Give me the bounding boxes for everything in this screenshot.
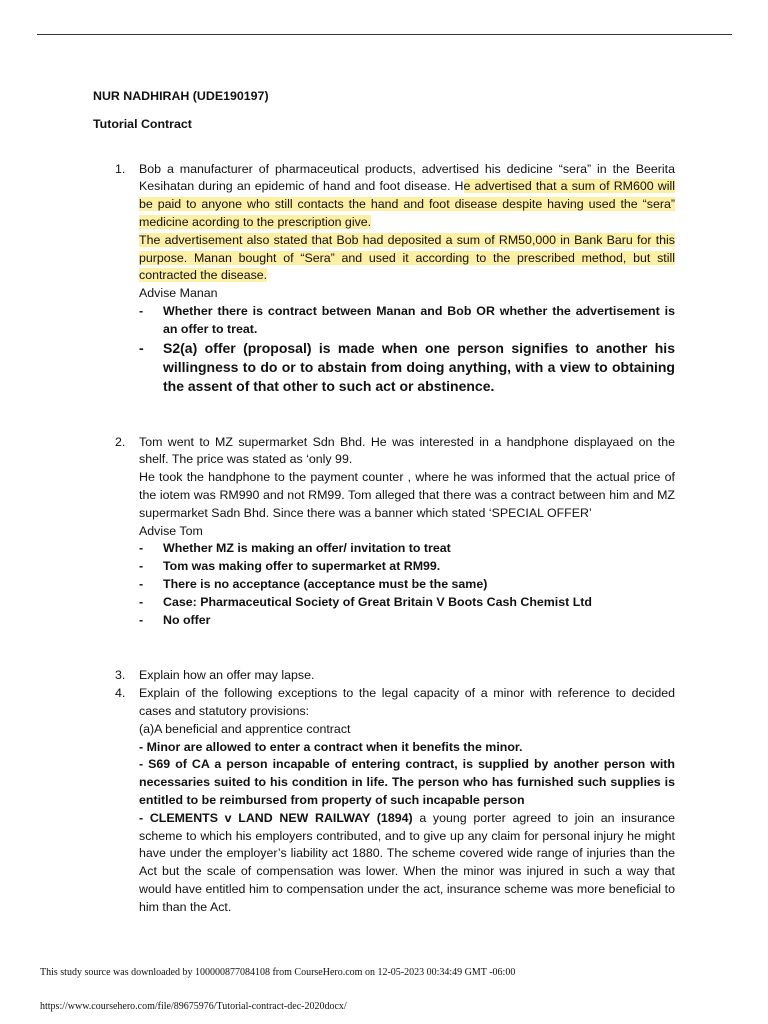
case-name: - CLEMENTS v LAND NEW RAILWAY (1894) (139, 810, 413, 825)
download-notice: This study source was downloaded by 100000877084108 from CourseHero.com on 12-05-2023 00:34:49 GMT -06:00 (40, 967, 516, 978)
question-4-text: Explain of the following exceptions to the legal capacity of a minor with reference to decided cases and statutory provisions: (139, 686, 675, 718)
highlighted-text: The advertisement also stated that Bob had deposited a sum of RM50,000 in Bank Baru for this purpose. Manan bought of “Sera” and used it according to the prescribed method, but still contracted the disease. (139, 232, 675, 283)
answer-point: - There is no acceptance (acceptance must be the same) (139, 576, 488, 591)
case-text: a young porter agreed to join an insurance scheme to which his employers contributed, and to give up any claim for personal injury he might have under the employer’s liability act 1880. The scheme covered wide range of injuries than the Act but the scale of compensation was lower. When the minor was injured in such a way that would have entitled him to compensation under the act, insurance scheme was more beneficial to him than the Act. (139, 810, 675, 914)
source-url[interactable]: https://www.coursehero.com/file/89675976/Tutorial-contract-dec-2020docx/ (40, 1001, 347, 1012)
question-3 (93, 667, 675, 685)
answer-point: - Whether MZ is making an offer/ invitation to treat (139, 541, 451, 556)
top-divider (37, 34, 732, 35)
advise-label: Advise Tom (139, 523, 203, 538)
question-1-text: Bob a manufacturer of pharmaceutical products, advertised his dedicine “sera” in the Beerita Kesihatan during an epidemic of hand and foot disease. H (139, 161, 675, 194)
answer-line: - Minor are allowed to enter a contract when it benefits the minor. (139, 739, 523, 754)
answer-point: - Whether there is contract between Manan and Bob OR whether the advertisement is an offer to treat. (139, 303, 675, 336)
highlighted-text: e advertised that a sum of RM600 will be paid to anyone who still contacts the hand and foot disease despite having used the “sera” medicine acording to the prescription give. (139, 179, 675, 229)
question-number: 1. (115, 161, 126, 176)
question-number: 2. (115, 434, 126, 449)
question-number: 4. (115, 686, 126, 701)
answer-points (139, 540, 675, 629)
case-paragraph (139, 810, 675, 917)
answer-point: - S2(a) offer (proposal) is made when one person signifies to another his willingness to do or to abstain from doing anything, with a view to obtaining the assent of that other to such act or abstinence. (139, 339, 675, 394)
answer-point: - No offer (139, 612, 211, 627)
document-title: Tutorial Contract (93, 116, 192, 131)
advise-label: Advise Manan (139, 286, 218, 301)
student-name: NUR NADHIRAH (UDE190197) (93, 89, 269, 103)
question-3-text: Explain how an offer may lapse. (139, 668, 315, 683)
question-number: 3. (115, 668, 126, 683)
question-4 (93, 685, 675, 916)
answer-point: - Case: Pharmaceutical Society of Great Britain V Boots Cash Chemist Ltd (139, 594, 592, 609)
question-2-text: Tom went to MZ supermarket Sdn Bhd. He was interested in a handphone displayaed on the shelf. The price was stated as ‘only 99. (139, 434, 675, 467)
question-list (93, 161, 675, 917)
question-2-text: He took the handphone to the payment counter , where he was informed that the actual price of the iotem was RM990 and not RM99. Tom alleged that there was a contract between him and MZ supermarket Sadn Bhd. Since there was a banner which stated ‘SPECIAL OFFER’ (139, 470, 675, 520)
answer-points (139, 303, 675, 396)
question-2 (93, 434, 675, 630)
sub-question-a: (a)A beneficial and apprentice contract (139, 721, 351, 736)
document-body (93, 88, 675, 916)
question-1 (93, 161, 675, 396)
answer-point: - Tom was making offer to supermarket at RM99. (139, 559, 441, 574)
answer-line: - S69 of CA a person incapable of entering contract, is supplied by another person with necessaries suited to his condition in life. The person who has furnished such supplies is entitled to be reimbursed from property of such incapable person (139, 757, 675, 807)
